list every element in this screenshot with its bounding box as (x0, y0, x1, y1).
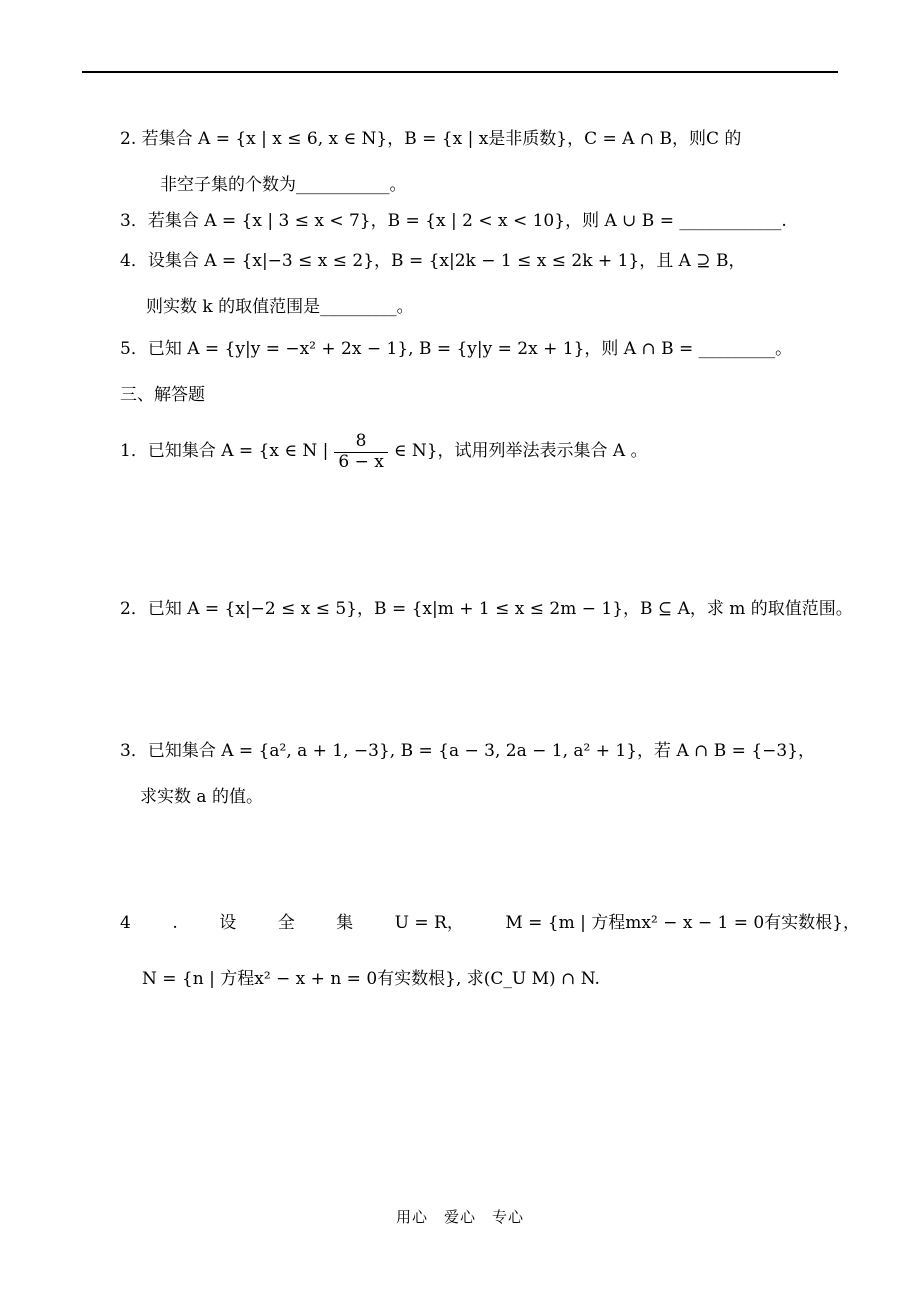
section-title: 三、解答题 (120, 385, 205, 405)
solve-q1-fraction (334, 432, 387, 472)
solve-q4-dot: . (172, 913, 178, 933)
solve-q1-numerator: 8 (355, 431, 367, 451)
solve-q3-line1: 3．已知集合 A = {a², a + 1, −3}, B = {a − 3, 2a − 1, a² + 1}，若 A ∩ B = {−3}， (120, 741, 816, 761)
solve-q3-line2: 求实数 a 的值。 (140, 787, 263, 807)
fill-q2-line1: 2. 若集合 A = {x | x ≤ 6, x ∈ N}，B = {x | x是非质数}，C = A ∩ B，则C 的 (120, 129, 742, 149)
header-rule (82, 71, 838, 73)
solve-q4-word-3: 集 (336, 913, 354, 933)
fill-q3: 3．若集合 A = {x | 3 ≤ x < 7}，B = {x | 2 < x < 10}，则 A ∪ B = ____________. (120, 211, 787, 231)
fill-q5: 5．已知 A = {y|y = −x² + 2x − 1}, B = {y|y = 2x + 1}，则 A ∩ B = _________。 (120, 339, 793, 359)
solve-q1-prefix: 1．已知集合 A = {x ∈ N | (120, 441, 329, 462)
solve-q2: 2．已知 A = {x|−2 ≤ x ≤ 5}，B = {x|m + 1 ≤ x ≤ 2m − 1}，B ⊆ A，求 m 的取值范围。 (120, 599, 853, 619)
fill-q4-line1: 4．设集合 A = {x|−3 ≤ x ≤ 2}，B = {x|2k − 1 ≤ x ≤ 2k + 1}，且 A ⊇ B， (120, 251, 746, 271)
page-footer: 用心 爱心 专心 (395, 1208, 524, 1226)
fill-q2-line2: 非空子集的个数为___________。 (160, 175, 407, 195)
solve-q4-word-1: 设 (219, 913, 237, 933)
solve-q4-universe: U = R， (394, 913, 464, 933)
fill-q4-line2: 则实数 k 的取值范围是_________。 (146, 297, 414, 317)
solve-q1-suffix: ∈ N}，试用列举法表示集合 A 。 (393, 441, 648, 462)
solve-q1-denominator: 6 − x (334, 452, 387, 473)
solve-q4-line2: N = {n | 方程x² − x + n = 0有实数根}, 求(C_U M) ∩ N. (142, 969, 600, 989)
solve-q4-word-2: 全 (277, 913, 295, 933)
solve-q4-set-m: M = {m | 方程mx² − x − 1 = 0有实数根}， (505, 913, 860, 933)
solve-q4-line1 (120, 912, 860, 936)
solve-q1 (120, 432, 648, 472)
solve-q4-number: 4 (120, 913, 131, 933)
